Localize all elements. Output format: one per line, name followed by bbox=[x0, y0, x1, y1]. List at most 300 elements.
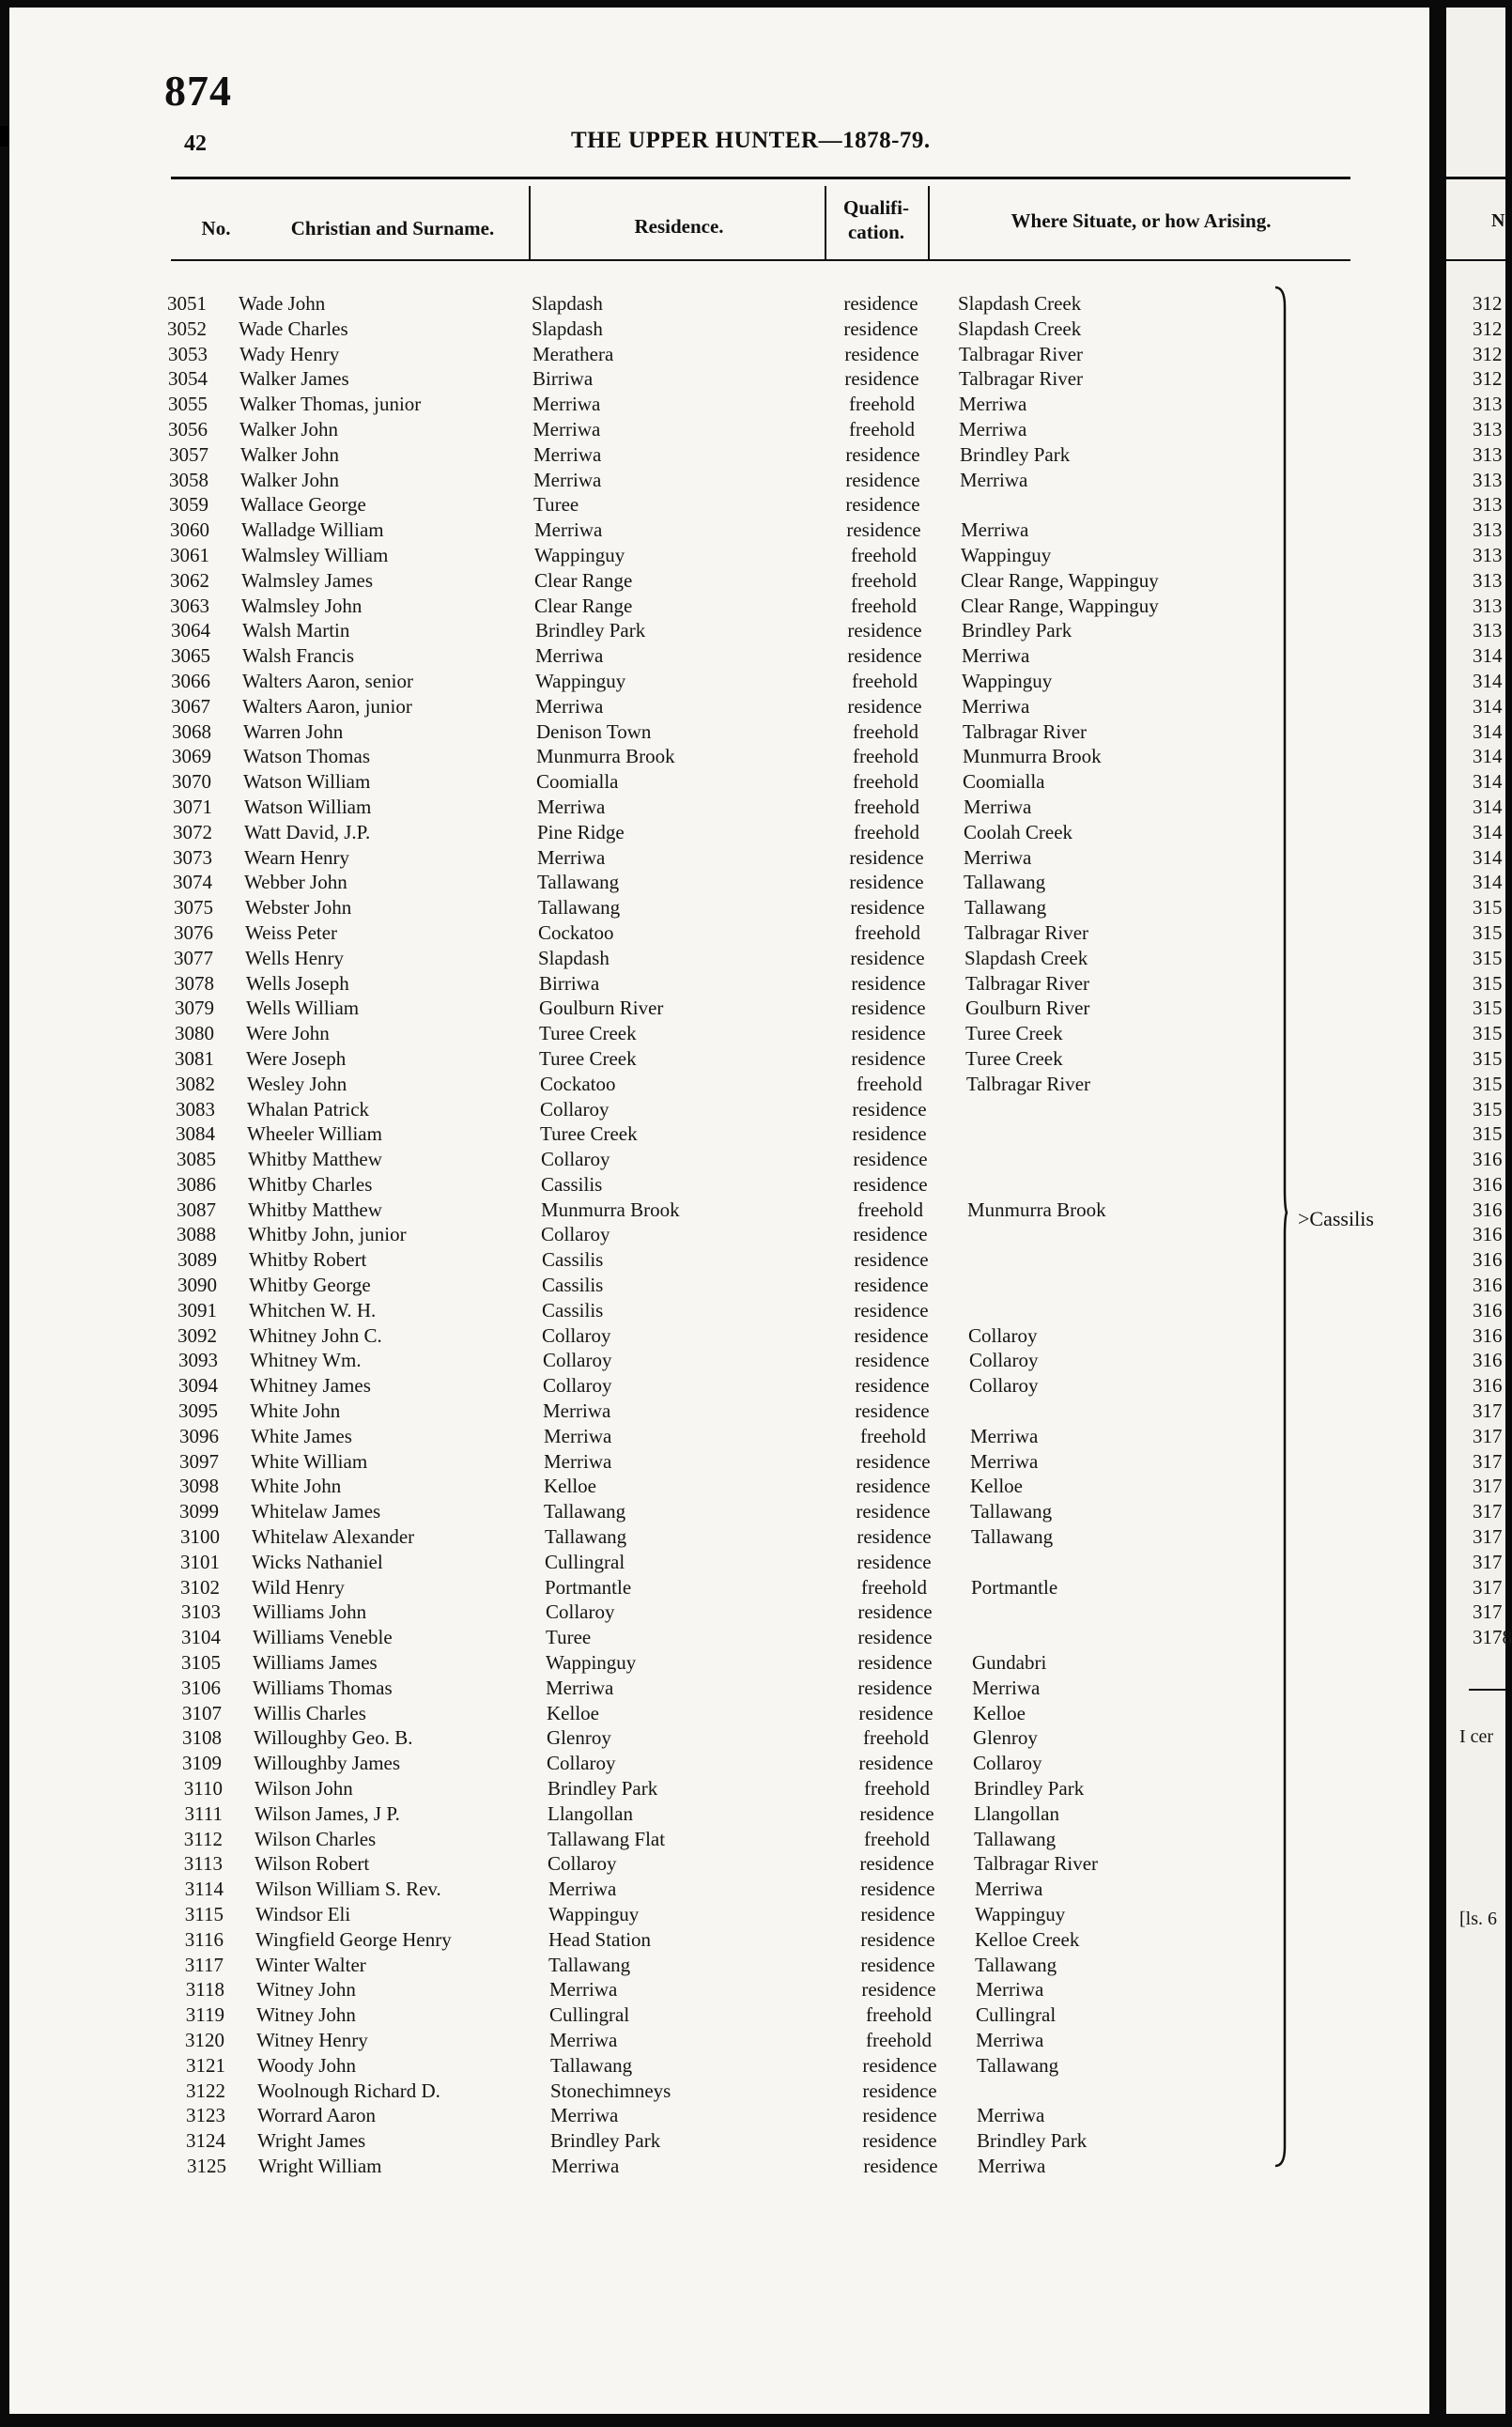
cell-qualification: residence bbox=[856, 1500, 931, 1523]
sliver-number: 316 bbox=[1473, 1323, 1503, 1347]
cell-number: 3107 bbox=[182, 1701, 222, 1724]
cell-where: Clear Range, Wappinguy bbox=[961, 594, 1159, 617]
sliver-number-column bbox=[1473, 291, 1512, 1650]
cell-name: Walmsley James bbox=[241, 568, 374, 592]
cell-number: 3094 bbox=[178, 1374, 218, 1398]
cell-name: Wearn Henry bbox=[244, 845, 350, 869]
cell-name: Walker Thomas, junior bbox=[239, 393, 422, 416]
cell-where: Talbragar River bbox=[959, 367, 1084, 391]
sliver-number: 316 bbox=[1473, 1298, 1503, 1322]
cell-where: Tallawang bbox=[975, 1953, 1057, 1976]
table-row bbox=[9, 1172, 1429, 1198]
cell-residence: Cassilis bbox=[542, 1274, 604, 1297]
sliver-number: 312 bbox=[1473, 367, 1503, 391]
cell-qualification: freehold bbox=[851, 594, 917, 617]
cell-qualification: residence bbox=[854, 1298, 929, 1322]
sliver-number: 3178 bbox=[1473, 1626, 1512, 1649]
cell-qualification: residence bbox=[845, 468, 920, 491]
cell-name: Whitby Matthew bbox=[248, 1198, 382, 1221]
cell-residence: Munmurra Brook bbox=[541, 1198, 680, 1221]
cell-name: Wicks Nathaniel bbox=[252, 1550, 383, 1573]
sliver-number: 314 bbox=[1473, 845, 1503, 869]
table-row bbox=[9, 594, 1429, 619]
table-row bbox=[9, 518, 1429, 543]
cell-residence: Merriwa bbox=[544, 1424, 612, 1447]
table-row bbox=[9, 1650, 1429, 1676]
cell-name: Whitby Matthew bbox=[248, 1148, 382, 1171]
sliver-number: 315 bbox=[1473, 920, 1503, 944]
cell-qualification: residence bbox=[849, 871, 924, 894]
sliver-header-rule bbox=[1446, 259, 1505, 261]
cell-name: Walmsley John bbox=[241, 594, 363, 617]
district-label bbox=[1298, 1207, 1374, 1231]
cell-where: Collaroy bbox=[973, 1752, 1042, 1775]
cell-residence: Merriwa bbox=[543, 1399, 611, 1423]
cell-qualification: residence bbox=[855, 1374, 930, 1398]
sliver-number: 317 bbox=[1473, 1500, 1503, 1523]
sliver-number: 314 bbox=[1473, 770, 1503, 794]
sliver-number: 315 bbox=[1473, 1022, 1503, 1045]
cell-name: Watson William bbox=[243, 770, 371, 794]
cell-number: 3085 bbox=[177, 1148, 216, 1171]
table-row bbox=[9, 442, 1429, 468]
cell-name: Wild Henry bbox=[252, 1575, 345, 1599]
table-row bbox=[9, 845, 1429, 871]
cell-where: Collaroy bbox=[969, 1374, 1039, 1398]
cell-residence: Pine Ridge bbox=[537, 820, 625, 843]
table-row bbox=[9, 1902, 1429, 1927]
table-row bbox=[9, 1550, 1429, 1575]
cell-residence: Cockatoo bbox=[538, 920, 614, 944]
cell-residence: Cullingral bbox=[545, 1550, 625, 1573]
cell-qualification: freehold bbox=[853, 719, 918, 743]
cell-residence: Collaroy bbox=[546, 1600, 615, 1624]
cell-name: Warren John bbox=[243, 719, 344, 743]
table-row bbox=[9, 2028, 1429, 2053]
cell-number: 3115 bbox=[184, 1903, 224, 1925]
cell-qualification: residence bbox=[843, 292, 918, 315]
cell-residence: Merriwa bbox=[548, 1878, 617, 1901]
cell-number: 3112 bbox=[183, 1827, 223, 1850]
cell-residence: Tallawang bbox=[544, 1500, 626, 1523]
sliver-number: 316 bbox=[1473, 1148, 1503, 1171]
table-row bbox=[9, 2128, 1429, 2154]
cell-qualification: freehold bbox=[851, 543, 917, 566]
sliver-text-fragment: [ls. 6 bbox=[1459, 1909, 1497, 1929]
cell-name: Walker John bbox=[240, 468, 340, 491]
cell-where: Merriwa bbox=[975, 1878, 1043, 1901]
cell-number: 3118 bbox=[185, 1978, 224, 2002]
cell-number: 3083 bbox=[176, 1097, 215, 1121]
cell-residence: Slapdash bbox=[538, 946, 609, 969]
cell-number: 3123 bbox=[186, 2104, 225, 2127]
sliver-number: 316 bbox=[1473, 1349, 1503, 1372]
sliver-number: 313 bbox=[1473, 468, 1503, 491]
cell-residence: Stonechimneys bbox=[550, 2079, 671, 2102]
cell-qualification: residence bbox=[862, 2053, 937, 2077]
sliver-number: 313 bbox=[1473, 619, 1503, 642]
cell-qualification: residence bbox=[853, 1223, 928, 1246]
cell-number: 3081 bbox=[175, 1046, 214, 1070]
cell-residence: Cassilis bbox=[542, 1298, 604, 1322]
cell-qualification: residence bbox=[851, 1046, 926, 1070]
cell-number: 3051 bbox=[167, 292, 207, 315]
cell-number: 3080 bbox=[175, 1022, 214, 1045]
table-row bbox=[9, 795, 1429, 820]
cell-where: Talbragar River bbox=[963, 719, 1088, 743]
cell-number: 3110 bbox=[183, 1777, 223, 1801]
table-row bbox=[9, 1927, 1429, 1953]
cell-qualification: residence bbox=[863, 2154, 938, 2177]
cell-where: Turee Creek bbox=[965, 1046, 1063, 1070]
cell-qualification: freehold bbox=[860, 1424, 926, 1447]
cell-where: Clear Range, Wappinguy bbox=[961, 568, 1159, 592]
cell-qualification: residence bbox=[858, 1701, 933, 1724]
cell-name: Were Joseph bbox=[246, 1046, 347, 1070]
cell-residence: Tallawang bbox=[548, 1953, 631, 1976]
cell-name: Williams Veneble bbox=[253, 1626, 393, 1649]
header-no: No. bbox=[201, 217, 231, 240]
cell-residence: Cassilis bbox=[542, 1248, 604, 1272]
cell-where: Gundabri bbox=[972, 1651, 1047, 1675]
table-row bbox=[9, 618, 1429, 643]
cell-residence: Turee Creek bbox=[540, 1122, 638, 1146]
cell-residence: Collaroy bbox=[543, 1374, 612, 1398]
table-row bbox=[9, 920, 1429, 946]
cell-number: 3073 bbox=[173, 845, 212, 869]
sliver-number: 316 bbox=[1473, 1198, 1503, 1221]
cell-residence: Tallawang bbox=[538, 896, 621, 920]
cell-qualification: residence bbox=[856, 1449, 931, 1473]
cell-qualification: residence bbox=[854, 1274, 929, 1297]
cell-residence: Turee Creek bbox=[539, 1046, 637, 1070]
cell-number: 3067 bbox=[171, 694, 210, 718]
cell-number: 3070 bbox=[172, 770, 211, 794]
cell-qualification: freehold bbox=[866, 2003, 932, 2027]
header-bottom-rule bbox=[171, 259, 1350, 261]
cell-where: Talbragar River bbox=[964, 920, 1089, 944]
cell-name: Woody John bbox=[257, 2053, 357, 2077]
cell-where: Kelloe Creek bbox=[975, 1927, 1080, 1951]
cell-residence: Slapdash bbox=[532, 292, 603, 315]
cell-qualification: residence bbox=[852, 1097, 927, 1121]
cell-number: 3124 bbox=[186, 2129, 225, 2153]
sliver-number: 315 bbox=[1473, 971, 1503, 995]
cell-qualification: freehold bbox=[864, 1777, 930, 1801]
cell-number: 3060 bbox=[170, 518, 209, 542]
sliver-number: 313 bbox=[1473, 493, 1503, 517]
cell-qualification: residence bbox=[845, 493, 920, 517]
cell-residence: Cockatoo bbox=[540, 1072, 616, 1095]
table-row bbox=[9, 1273, 1429, 1298]
sliver-number: 315 bbox=[1473, 896, 1503, 920]
cell-qualification: residence bbox=[857, 1626, 933, 1649]
cell-name: Walsh Francis bbox=[242, 644, 355, 668]
table-row bbox=[9, 291, 1429, 317]
cell-number: 3059 bbox=[169, 493, 208, 517]
cell-qualification: freehold bbox=[854, 820, 919, 843]
table-row bbox=[9, 568, 1429, 594]
cell-number: 3087 bbox=[177, 1198, 216, 1221]
table-row bbox=[9, 1399, 1429, 1424]
cell-name: Whalan Patrick bbox=[247, 1097, 370, 1121]
cell-where: Brindley Park bbox=[962, 619, 1072, 642]
table-row bbox=[9, 820, 1429, 845]
sliver-number: 313 bbox=[1473, 393, 1503, 416]
cell-number: 3084 bbox=[176, 1122, 215, 1146]
cell-where: Talbragar River bbox=[974, 1852, 1099, 1876]
cell-qualification: freehold bbox=[853, 770, 918, 794]
cell-number: 3061 bbox=[170, 543, 209, 566]
cell-name: Walmsley William bbox=[241, 543, 389, 566]
cell-where: Wappinguy bbox=[961, 543, 1052, 566]
cell-residence: Merriwa bbox=[532, 393, 601, 416]
cell-name: Wade Charles bbox=[239, 317, 348, 340]
cell-number: 3109 bbox=[182, 1752, 222, 1775]
cell-qualification: residence bbox=[853, 1172, 928, 1196]
cell-name: Webber John bbox=[244, 871, 347, 894]
cell-qualification: residence bbox=[850, 946, 925, 969]
table-row bbox=[9, 1776, 1429, 1801]
cell-qualification: freehold bbox=[849, 393, 915, 416]
table-row bbox=[9, 1625, 1429, 1650]
cell-qualification: residence bbox=[849, 845, 924, 869]
cell-qualification: residence bbox=[856, 1550, 932, 1573]
cell-name: Wells William bbox=[246, 997, 360, 1020]
cell-name: Watson William bbox=[244, 795, 372, 818]
cell-where: Slapdash Creek bbox=[964, 946, 1088, 969]
sliver-number: 317 bbox=[1473, 1475, 1503, 1498]
cell-qualification: residence bbox=[850, 896, 925, 920]
cell-qualification: residence bbox=[852, 1122, 927, 1146]
cell-number: 3082 bbox=[176, 1072, 215, 1095]
sliver-number: 313 bbox=[1473, 417, 1503, 441]
cell-number: 3076 bbox=[174, 920, 213, 944]
cell-number: 3092 bbox=[177, 1323, 217, 1347]
sliver-top-rule bbox=[1446, 177, 1505, 179]
sliver-number: 317 bbox=[1473, 1424, 1503, 1447]
cell-name: Were John bbox=[246, 1022, 330, 1045]
cell-where: Tallawang bbox=[971, 1525, 1054, 1549]
cell-where: Tallawang bbox=[970, 1500, 1053, 1523]
cell-where: Merriwa bbox=[976, 1978, 1044, 2002]
sliver-number: 312 bbox=[1473, 317, 1503, 340]
cell-residence: Tallawang bbox=[537, 871, 620, 894]
cell-number: 3121 bbox=[186, 2053, 225, 2077]
cell-residence: Brindley Park bbox=[548, 1777, 658, 1801]
cell-name: Worrard Aaron bbox=[257, 2104, 377, 2127]
cell-where: Merriwa bbox=[977, 2104, 1045, 2127]
top-rule bbox=[171, 177, 1350, 179]
cell-residence: Brindley Park bbox=[550, 2129, 661, 2153]
cell-residence: Tallawang bbox=[545, 1525, 627, 1549]
cell-number: 3075 bbox=[174, 896, 213, 920]
cell-qualification: residence bbox=[851, 1022, 926, 1045]
table-row bbox=[9, 1323, 1429, 1349]
cell-name: White John bbox=[251, 1475, 342, 1498]
table-row bbox=[9, 366, 1429, 392]
sliver-number: 316 bbox=[1473, 1172, 1503, 1196]
cell-qualification: residence bbox=[847, 694, 922, 718]
cell-name: Wilson William S. Rev. bbox=[255, 1878, 441, 1901]
cell-number: 3057 bbox=[169, 442, 208, 466]
cell-number: 3091 bbox=[177, 1298, 217, 1322]
cell-qualification: residence bbox=[862, 2129, 937, 2153]
cell-residence: Merriwa bbox=[534, 518, 603, 542]
cell-number: 3074 bbox=[173, 871, 212, 894]
cell-where: Merriwa bbox=[978, 2154, 1046, 2177]
cell-name: Walker John bbox=[239, 417, 339, 441]
sliver-number: 315 bbox=[1473, 1097, 1503, 1121]
table-row bbox=[9, 317, 1429, 342]
cell-residence: Clear Range bbox=[534, 594, 633, 617]
table-row bbox=[9, 1877, 1429, 1902]
cell-residence: Merriwa bbox=[546, 1676, 614, 1699]
cell-where: Tallawang bbox=[974, 1827, 1057, 1850]
cell-where: Slapdash Creek bbox=[958, 292, 1082, 315]
cell-where: Merriwa bbox=[962, 694, 1030, 718]
header-qualification: Qualifi- cation. bbox=[842, 196, 909, 243]
table-row bbox=[9, 1121, 1429, 1147]
cell-qualification: freehold bbox=[852, 669, 918, 692]
cell-where: Munmurra Brook bbox=[967, 1198, 1106, 1221]
cell-number: 3053 bbox=[168, 342, 208, 365]
sliver-number: 314 bbox=[1473, 820, 1503, 843]
cell-number: 3078 bbox=[175, 971, 214, 995]
sliver-number: 312 bbox=[1473, 342, 1503, 365]
cell-qualification: residence bbox=[853, 1148, 928, 1171]
cell-qualification: freehold bbox=[861, 1575, 927, 1599]
cell-where: Merriwa bbox=[962, 644, 1030, 668]
cell-where: Portmantle bbox=[971, 1575, 1058, 1599]
sliver-number: 314 bbox=[1473, 795, 1503, 818]
cell-qualification: residence bbox=[862, 2104, 937, 2127]
table-row bbox=[9, 1298, 1429, 1323]
table-row bbox=[9, 2079, 1429, 2104]
cell-number: 3077 bbox=[174, 946, 213, 969]
sliver-number: 316 bbox=[1473, 1223, 1503, 1246]
table-row bbox=[9, 744, 1429, 769]
sliver-number: 316 bbox=[1473, 1374, 1503, 1398]
table-row bbox=[9, 1676, 1429, 1701]
cell-residence: Munmurra Brook bbox=[536, 745, 675, 768]
cell-residence: Tallawang Flat bbox=[548, 1827, 666, 1850]
cell-qualification: residence bbox=[856, 1475, 931, 1498]
cell-residence: Wappinguy bbox=[548, 1903, 640, 1925]
cell-residence: Collaroy bbox=[541, 1148, 610, 1171]
cell-qualification: residence bbox=[843, 317, 918, 340]
sliver-header-fragment: N bbox=[1491, 210, 1505, 231]
cell-number: 3099 bbox=[179, 1500, 219, 1523]
cell-where: Brindley Park bbox=[974, 1777, 1085, 1801]
table-row bbox=[9, 1373, 1429, 1399]
cell-qualification: residence bbox=[856, 1525, 932, 1549]
cell-residence: Collaroy bbox=[547, 1752, 616, 1775]
cell-where: Merriwa bbox=[960, 468, 1028, 491]
cell-where: Collaroy bbox=[968, 1323, 1038, 1347]
table-row bbox=[9, 543, 1429, 568]
cell-number: 3072 bbox=[173, 820, 212, 843]
cell-name: Windsor Eli bbox=[255, 1903, 351, 1925]
cell-name: Willis Charles bbox=[254, 1701, 366, 1724]
cell-number: 3055 bbox=[168, 393, 208, 416]
cell-where: Wappinguy bbox=[975, 1903, 1066, 1925]
table-row bbox=[9, 769, 1429, 795]
cell-number: 3071 bbox=[173, 795, 212, 818]
arrow-icon: > bbox=[1298, 1207, 1310, 1230]
cell-number: 3117 bbox=[184, 1953, 224, 1976]
cell-residence: Birriwa bbox=[532, 367, 594, 391]
sliver-number: 315 bbox=[1473, 1046, 1503, 1070]
sliver-number: 313 bbox=[1473, 594, 1503, 617]
cell-number: 3068 bbox=[172, 719, 211, 743]
cell-name: Wright James bbox=[257, 2129, 366, 2153]
cell-number: 3101 bbox=[180, 1550, 220, 1573]
cell-qualification: residence bbox=[845, 442, 920, 466]
cell-where: Merriwa bbox=[959, 417, 1027, 441]
table-row bbox=[9, 1147, 1429, 1172]
cell-residence: Clear Range bbox=[534, 568, 633, 592]
cell-residence: Tallawang bbox=[550, 2053, 633, 2077]
table-row bbox=[9, 392, 1429, 417]
cell-number: 3098 bbox=[179, 1475, 219, 1498]
sliver-number: 313 bbox=[1473, 543, 1503, 566]
sliver-number: 312 bbox=[1473, 292, 1503, 315]
cell-where: Merriwa bbox=[961, 518, 1029, 542]
table-row bbox=[9, 1348, 1429, 1373]
table-row bbox=[9, 1222, 1429, 1247]
cell-where: Brindley Park bbox=[977, 2129, 1088, 2153]
cell-name: Whitney James bbox=[250, 1374, 371, 1398]
cell-qualification: freehold bbox=[855, 920, 920, 944]
cell-qualification: residence bbox=[857, 1676, 933, 1699]
table-row bbox=[9, 2103, 1429, 2128]
table-row bbox=[9, 492, 1429, 518]
cell-name: Williams John bbox=[253, 1600, 367, 1624]
cell-residence: Birriwa bbox=[539, 971, 600, 995]
cell-residence: Cassilis bbox=[541, 1172, 603, 1196]
cell-where: Coolah Creek bbox=[964, 820, 1073, 843]
cell-qualification: residence bbox=[844, 367, 919, 391]
cell-qualification: residence bbox=[861, 1978, 936, 2002]
cell-number: 3064 bbox=[171, 619, 210, 642]
cell-number: 3122 bbox=[186, 2079, 225, 2102]
cell-name: Webster John bbox=[245, 896, 352, 920]
table-row bbox=[9, 1499, 1429, 1524]
cell-name: Wells Henry bbox=[245, 946, 345, 969]
cell-number: 3111 bbox=[184, 1801, 223, 1825]
cell-name: Wallace George bbox=[240, 493, 366, 517]
cell-where: Brindley Park bbox=[960, 442, 1071, 466]
cell-residence: Merriwa bbox=[533, 468, 602, 491]
cell-name: Wilson Charles bbox=[255, 1827, 377, 1850]
header-divider bbox=[928, 186, 930, 259]
cell-number: 3103 bbox=[181, 1600, 221, 1624]
district-name: Cassilis bbox=[1309, 1207, 1374, 1230]
cell-name: Whitelaw Alexander bbox=[252, 1525, 415, 1549]
sliver-number: 316 bbox=[1473, 1248, 1503, 1272]
cell-where: Merriwa bbox=[970, 1449, 1039, 1473]
cell-where: Tallawang bbox=[977, 2053, 1059, 2077]
cell-where: Turee Creek bbox=[965, 1022, 1063, 1045]
sliver-text-fragment: I cer bbox=[1459, 1726, 1494, 1747]
cell-number: 3069 bbox=[172, 745, 211, 768]
cell-number: 3058 bbox=[169, 468, 208, 491]
page-title: THE UPPER HUNTER—1878-79. bbox=[571, 128, 931, 153]
cell-name: Willoughby Geo. B. bbox=[254, 1726, 413, 1750]
scan-edge-mark bbox=[0, 126, 9, 147]
cell-qualification: freehold bbox=[857, 1198, 923, 1221]
